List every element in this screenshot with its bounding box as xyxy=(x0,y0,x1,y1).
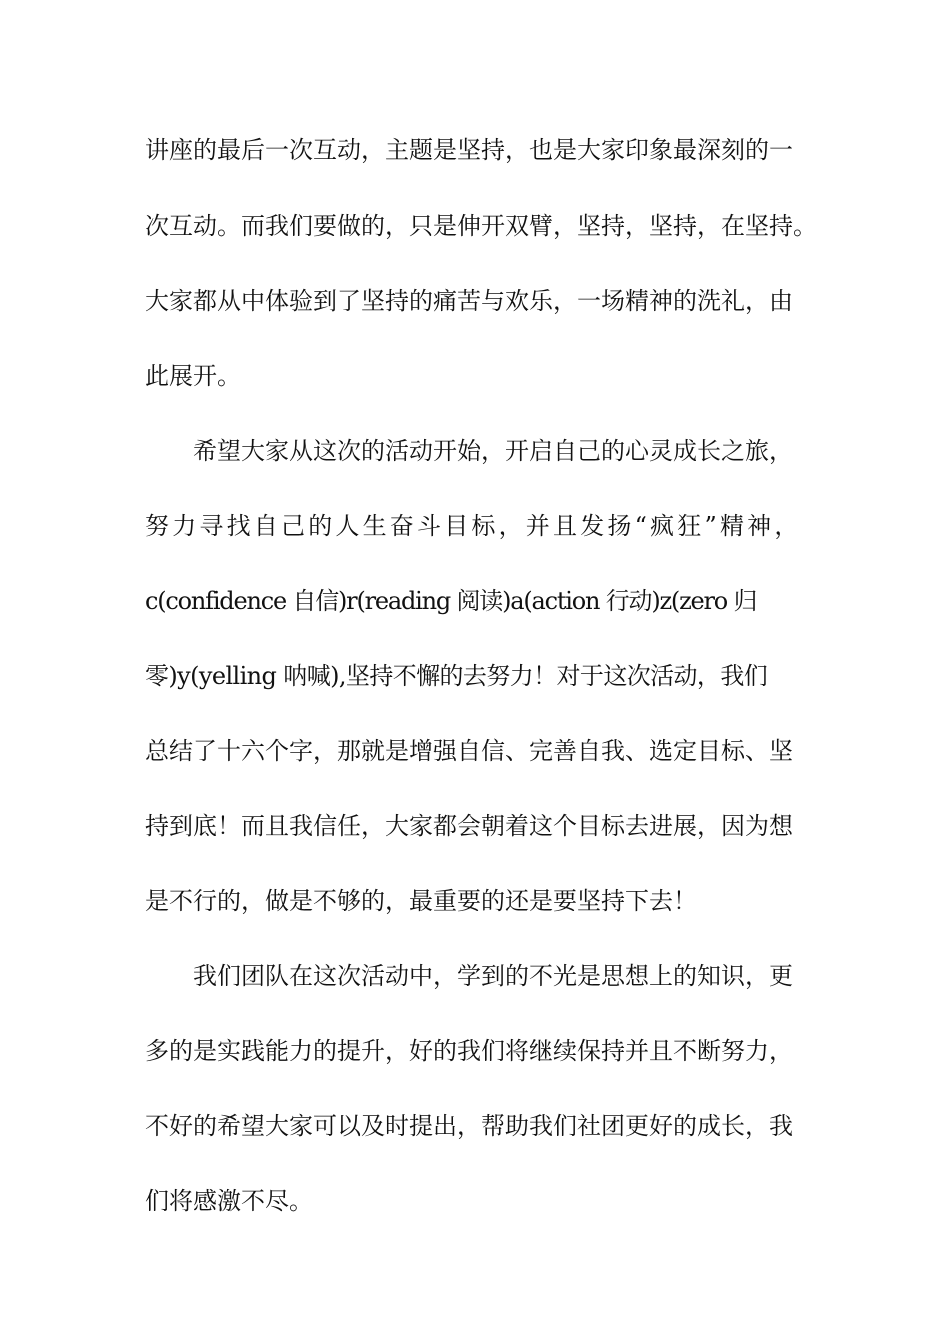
text-line: 努力寻找自己的人生奋斗目标，并且发扬“疯狂”精神， xyxy=(145,512,802,540)
text-line: 大家都从中体验到了坚持的痛苦与欢乐，一场精神的洗礼，由 xyxy=(145,287,793,315)
text-line: 次互动。而我们要做的，只是伸开双臂，坚持，坚持，在坚持。 xyxy=(145,212,817,240)
text-line: 多的是实践能力的提升，好的我们将继续保持并且不断努力， xyxy=(145,1037,793,1065)
text-line: 是不行的，做是不够的，最重要的还是要坚持下去！ xyxy=(145,887,697,915)
text-line: 持到底！而且我信任，大家都会朝着这个目标去进展，因为想 xyxy=(145,812,793,840)
text-line: 讲座的最后一次互动，主题是坚持，也是大家印象最深刻的一 xyxy=(145,136,793,164)
text-line: 此展开。 xyxy=(145,362,241,390)
text-line: c(confidence 自信)r(reading 阅读)a(action 行动)z(zero 归 xyxy=(145,587,757,615)
paragraph-first-line: 希望大家从这次的活动开始，开启自己的心灵成长之旅， xyxy=(193,437,793,465)
paragraph-first-line: 我们团队在这次活动中，学到的不光是思想上的知识，更 xyxy=(193,962,793,990)
text-line: 们将感激不尽。 xyxy=(145,1187,313,1215)
text-line: 零)y(yelling 呐喊),坚持不懈的去努力！对于这次活动，我们 xyxy=(145,662,768,690)
text-line: 不好的希望大家可以及时提出，帮助我们社团更好的成长，我 xyxy=(145,1112,793,1140)
text-line: 总结了十六个字，那就是增强自信、完善自我、选定目标、坚 xyxy=(145,737,793,765)
